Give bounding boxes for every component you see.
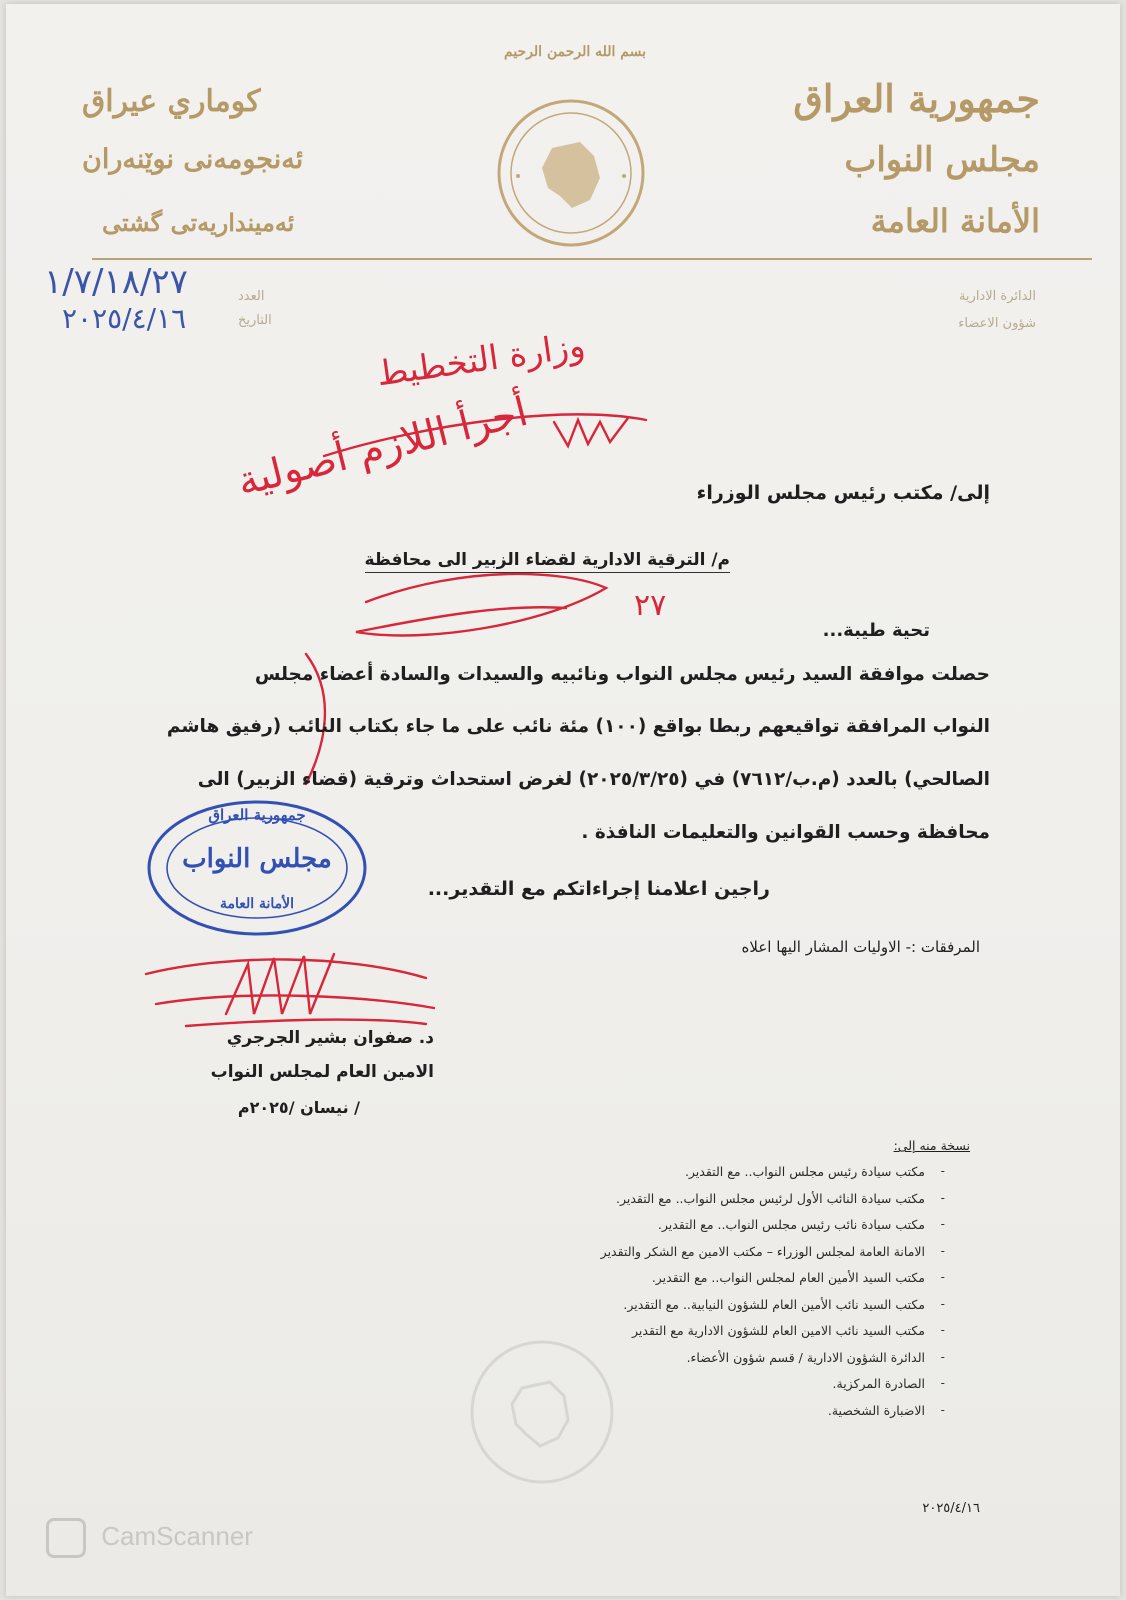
handwritten-date: ٢٠٢٥/٤/١٦ xyxy=(62,302,187,335)
list-bullet-dash: - xyxy=(940,1376,945,1390)
red-annotation-mark: ٢٧ xyxy=(634,588,667,623)
signature-date: / نيسان /٢٠٢٥م xyxy=(237,1098,360,1117)
meta-department: الدائرة الادارية xyxy=(958,289,1036,304)
watermark xyxy=(46,1518,253,1558)
list-bullet-dash: - xyxy=(940,1217,945,1231)
letterhead-right-line2: مجلس النواب xyxy=(844,140,1040,180)
meta-date-label: التاريخ xyxy=(238,313,272,328)
stamp-bottom-text: الأمانة العامة xyxy=(219,896,295,912)
red-annotation-action: أجرأ اللازم أصولية xyxy=(232,388,533,506)
greeting: تحية طيبة... xyxy=(822,620,930,641)
copy-recipient-item: مكتب السيد نائب الامين العام للشؤون الادارية مع التقدير xyxy=(632,1323,925,1338)
letterhead-right-line1: جمهورية العراق xyxy=(793,76,1040,121)
list-bullet-dash: - xyxy=(940,1296,945,1311)
copy-recipient-item: الاضبارة الشخصية. xyxy=(827,1402,925,1418)
attachments-line: المرفقات :- الاوليات المشار اليها اعلاه xyxy=(741,938,980,956)
copy-recipient-item: مكتب سيادة نائب رئيس مجلس النواب.. مع التقدير. xyxy=(657,1217,925,1232)
recipient-line: إلى/ مكتب رئيس مجلس الوزراء xyxy=(696,482,990,504)
camscanner-icon xyxy=(46,1518,86,1558)
copy-recipient-item: مكتب سيادة النائب الأول لرئيس مجلس النواب.. مع التقدير. xyxy=(615,1190,925,1206)
footer-date: ٢٠٢٥/٤/١٦ xyxy=(922,1501,980,1516)
meta-number-label: العدد xyxy=(238,289,265,304)
signer-title: الامين العام لمجلس النواب xyxy=(210,1062,434,1082)
handwritten-number: ١/٧/١٨/٢٧ xyxy=(44,262,188,302)
watermark-text: CamScanner xyxy=(101,1520,253,1551)
meta-section: شؤون الاعضاء xyxy=(958,316,1036,331)
stamp-middle-text: مجلس النواب xyxy=(182,844,332,874)
official-stamp xyxy=(144,798,370,938)
signer-name: د. صفوان بشير الجرجري xyxy=(226,1028,434,1048)
subject-line: م/ الترقية الادارية لقضاء الزبير الى محافظة xyxy=(365,550,731,573)
copy-recipient-item: مكتب السيد نائب الأمين العام للشؤون النيابية.. مع التقدير. xyxy=(623,1296,925,1312)
copy-recipient-item: مكتب سيادة رئيس مجلس النواب.. مع التقدير. xyxy=(684,1164,925,1179)
copy-recipient-item: الصادرة المركزية. xyxy=(832,1376,925,1391)
list-bullet-dash: - xyxy=(940,1323,945,1337)
list-bullet-dash: - xyxy=(940,1270,945,1284)
letterhead-basmala: بسم الله الرحمن الرحيم xyxy=(504,44,646,60)
list-bullet-dash: - xyxy=(940,1164,945,1178)
embossed-seal-icon xyxy=(468,1338,616,1486)
letterhead-right-line3: الأمانة العامة xyxy=(870,202,1040,240)
copy-recipient-item: الدائرة الشؤون الادارية / قسم شؤون الأعضاء. xyxy=(686,1349,925,1365)
body-paragraph-line3: الصالحي) بالعدد (م.ب/٧٦١٢) في (٢٠٢٥/٣/٢٥) لغرض استحداث وترقية (قضاء الزبير) الى xyxy=(197,769,990,790)
list-bullet-dash: - xyxy=(940,1402,945,1417)
list-bullet-dash: - xyxy=(940,1349,945,1364)
red-annotation-ministry: وزارة التخطيط xyxy=(374,325,588,395)
list-bullet-dash: - xyxy=(940,1190,945,1205)
copies-heading: نسخة منه إلى: xyxy=(893,1138,970,1153)
closing-line: راجين اعلامنا إجراءاتكم مع التقدير... xyxy=(427,878,770,900)
list-bullet-dash: - xyxy=(940,1243,945,1258)
body-paragraph-line4: محافظة وحسب القوانين والتعليمات النافذة . xyxy=(581,822,990,843)
stamp-top-text: جمهورية العراق xyxy=(208,806,306,824)
letterhead-left-line2: ئەنجومەنی نوێنەران xyxy=(82,144,304,175)
body-paragraph-line2: النواب المرافقة تواقيعهم ربطا بواقع (١٠٠) مئة نائب على ما جاء بكتاب النائب (رفيق هاشم xyxy=(166,716,990,737)
letterhead-left-line3: ئەمینداریەتی گشتی xyxy=(102,208,295,237)
copy-recipient-item: مكتب السيد الأمين العام لمجلس النواب.. مع التقدير. xyxy=(651,1270,925,1285)
letterhead-left-line1: كوماري عيراق xyxy=(82,84,261,119)
body-paragraph-line1: حصلت موافقة السيد رئيس مجلس النواب ونائبيه والسيدات والسادة أعضاء مجلس xyxy=(254,664,990,685)
document-page xyxy=(6,4,1120,1596)
copy-recipient-item: الامانة العامة لمجلس الوزراء – مكتب الامين مع الشكر والتقدير xyxy=(600,1243,925,1259)
